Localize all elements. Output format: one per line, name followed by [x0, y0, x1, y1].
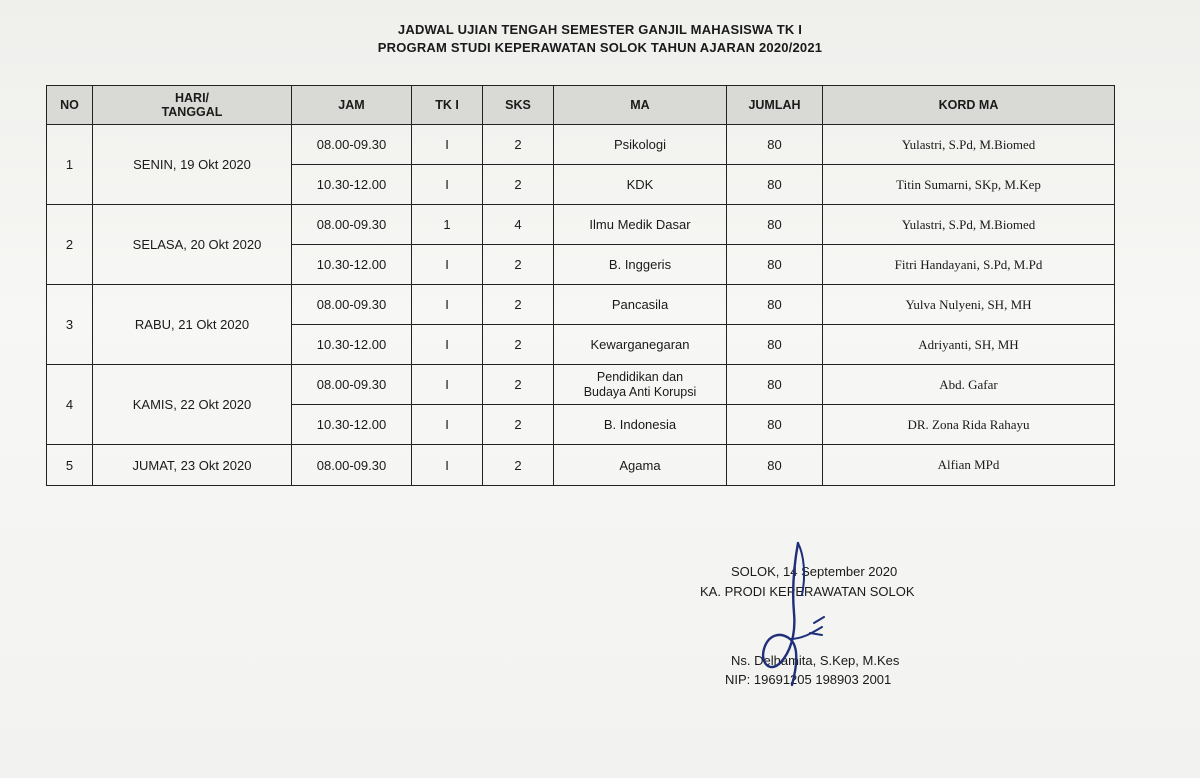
cell-jumlah: 80 — [727, 445, 823, 486]
handwritten-signature-icon — [750, 535, 860, 705]
cell-kord: Yulastri, S.Pd, M.Biomed — [823, 125, 1115, 165]
cell-kord: Abd. Gafar — [823, 365, 1115, 405]
cell-kord: DR. Zona Rida Rahayu — [823, 405, 1115, 445]
cell-tk: I — [412, 365, 483, 405]
cell-kord: Titin Sumarni, SKp, M.Kep — [823, 165, 1115, 205]
cell-ma: Psikologi — [554, 125, 727, 165]
cell-kord: Fitri Handayani, S.Pd, M.Pd — [823, 245, 1115, 285]
table-header-row — [47, 86, 1115, 125]
cell-ma: Pancasila — [554, 285, 727, 325]
cell-ma-line2: Budaya Anti Korupsi — [583, 384, 697, 399]
cell-ma: B. Indonesia — [554, 405, 727, 445]
header-ma: MA — [554, 86, 727, 125]
cell-kord: Yulva Nulyeni, SH, MH — [823, 285, 1115, 325]
cell-jumlah: 80 — [727, 245, 823, 285]
header-no: NO — [47, 86, 93, 125]
cell-kord: Yulastri, S.Pd, M.Biomed — [823, 205, 1115, 245]
cell-sks: 2 — [483, 405, 554, 445]
cell-sks: 2 — [483, 445, 554, 486]
cell-day: SELASA, 20 Okt 2020 — [93, 205, 292, 285]
cell-tk: I — [412, 285, 483, 325]
cell-ma — [554, 365, 727, 405]
exam-schedule-table — [46, 85, 1115, 486]
cell-no: 1 — [47, 125, 93, 205]
cell-ma: B. Inggeris — [554, 245, 727, 285]
header-sks: SKS — [483, 86, 554, 125]
table-row — [47, 125, 1115, 165]
header-hari-tanggal — [93, 86, 292, 125]
cell-jam: 10.30-12.00 — [292, 245, 412, 285]
cell-tk: I — [412, 405, 483, 445]
cell-jumlah: 80 — [727, 285, 823, 325]
cell-jumlah: 80 — [727, 125, 823, 165]
signatory-nip: NIP: 19691205 198903 2001 — [725, 672, 892, 687]
signatory-name: Ns. Delhamita, S.Kep, M.Kes — [731, 653, 900, 668]
header-hari-line2: TANGGAL — [161, 105, 223, 119]
cell-no: 2 — [47, 205, 93, 285]
header-kord-ma: KORD MA — [823, 86, 1115, 125]
cell-jumlah: 80 — [727, 405, 823, 445]
cell-jumlah: 80 — [727, 165, 823, 205]
cell-no: 3 — [47, 285, 93, 365]
cell-jumlah: 80 — [727, 365, 823, 405]
cell-jam: 08.00-09.30 — [292, 365, 412, 405]
cell-day: JUMAT, 23 Okt 2020 — [93, 445, 292, 486]
header-jam: JAM — [292, 86, 412, 125]
document-title-line2: PROGRAM STUDI KEPERAWATAN SOLOK TAHUN AJARAN 2020/2021 — [377, 40, 823, 55]
cell-jam: 08.00-09.30 — [292, 205, 412, 245]
cell-jam: 10.30-12.00 — [292, 325, 412, 365]
table-row — [47, 205, 1115, 245]
cell-day: SENIN, 19 Okt 2020 — [93, 125, 292, 205]
cell-jam: 08.00-09.30 — [292, 285, 412, 325]
signature-role: KA. PRODI KEPERAWATAN SOLOK — [700, 584, 915, 599]
cell-tk: I — [412, 445, 483, 486]
table-row — [47, 445, 1115, 486]
cell-sks: 2 — [483, 245, 554, 285]
header-tk: TK I — [412, 86, 483, 125]
table-row — [47, 285, 1115, 325]
cell-jam: 10.30-12.00 — [292, 405, 412, 445]
cell-tk: I — [412, 245, 483, 285]
cell-tk: I — [412, 125, 483, 165]
signature-place-date: SOLOK, 14 September 2020 — [731, 564, 898, 579]
cell-jam: 10.30-12.00 — [292, 165, 412, 205]
cell-sks: 2 — [483, 165, 554, 205]
cell-tk: 1 — [412, 205, 483, 245]
cell-jumlah: 80 — [727, 325, 823, 365]
cell-day: KAMIS, 22 Okt 2020 — [93, 365, 292, 445]
cell-no: 5 — [47, 445, 93, 486]
cell-tk: I — [412, 165, 483, 205]
cell-ma: Agama — [554, 445, 727, 486]
cell-kord: Adriyanti, SH, MH — [823, 325, 1115, 365]
table-row — [47, 365, 1115, 405]
cell-sks: 2 — [483, 285, 554, 325]
cell-jam: 08.00-09.30 — [292, 125, 412, 165]
cell-ma: Ilmu Medik Dasar — [554, 205, 727, 245]
document-title-line1: JADWAL UJIAN TENGAH SEMESTER GANJIL MAHASISWA TK I — [397, 22, 803, 37]
header-hari-line1: HARI/ — [174, 91, 210, 105]
cell-sks: 2 — [483, 325, 554, 365]
cell-sks: 4 — [483, 205, 554, 245]
cell-sks: 2 — [483, 365, 554, 405]
cell-sks: 2 — [483, 125, 554, 165]
cell-kord: Alfian MPd — [823, 445, 1115, 486]
cell-ma: KDK — [554, 165, 727, 205]
cell-ma-line1: Pendidikan dan — [596, 369, 684, 384]
cell-day: RABU, 21 Okt 2020 — [93, 285, 292, 365]
cell-jumlah: 80 — [727, 205, 823, 245]
cell-tk: I — [412, 325, 483, 365]
cell-no: 4 — [47, 365, 93, 445]
cell-ma: Kewarganegaran — [554, 325, 727, 365]
header-jumlah: JUMLAH — [727, 86, 823, 125]
cell-jam: 08.00-09.30 — [292, 445, 412, 486]
